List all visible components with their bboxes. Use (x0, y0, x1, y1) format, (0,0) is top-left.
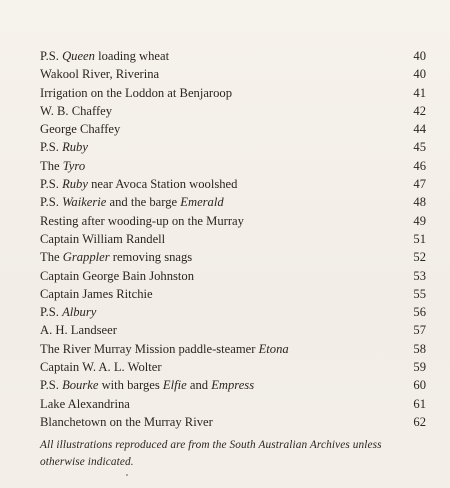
entry-title-italic-segment: Ruby (62, 177, 88, 192)
page-number: 53 (413, 268, 426, 283)
page-number: 47 (413, 177, 426, 192)
page-number: 52 (413, 250, 426, 265)
paper-speck (126, 474, 128, 476)
entry-title-segment: Lake Alexandrina (40, 396, 130, 411)
list-item (40, 102, 426, 120)
entry-title-segment: near Avoca Station woolshed (87, 177, 238, 192)
entry-title-segment: and the barge (106, 195, 181, 210)
entry-title-segment: P.S. (40, 378, 63, 393)
entry-title-italic-segment: Empress (211, 378, 255, 393)
entry-title-segment: P.S. (40, 195, 63, 210)
entry-title-segment: and (186, 378, 212, 393)
entry-title-segment: The (40, 250, 63, 265)
page-number: 49 (413, 213, 426, 228)
page-number: 56 (413, 305, 426, 320)
page-number: 61 (413, 396, 426, 411)
entry-title (40, 303, 96, 321)
entry-title (40, 65, 159, 83)
entry-title-segment: loading wheat (94, 49, 170, 63)
page-number: 41 (413, 85, 426, 100)
entry-title-segment: Resting after wooding-up on the Murray (40, 213, 244, 228)
entry-title-segment: Wakool River, Riverina (40, 67, 160, 82)
footnote: All illustrations reproduced are from the South Australian Archives unless otherwise indicated. (40, 439, 382, 468)
entry-title (40, 321, 117, 339)
list-item (40, 248, 426, 266)
page-number: 42 (413, 103, 426, 118)
entry-title-segment: George Chaffey (40, 122, 121, 137)
list-item (40, 358, 426, 376)
illustrations-list (40, 47, 426, 431)
entry-title (40, 358, 162, 376)
entry-title-italic-segment: Tyro (62, 158, 86, 173)
entry-title-segment: P.S. (40, 140, 63, 155)
entry-title-segment: Captain George Bain Johnston (40, 268, 195, 283)
entry-title (40, 175, 237, 193)
entry-title (40, 138, 88, 156)
entry-title (40, 248, 192, 266)
list-item (40, 84, 426, 102)
page-number: 48 (413, 195, 426, 210)
page-number: 44 (413, 122, 426, 137)
entry-title-segment: P.S. (40, 305, 63, 320)
list-item (40, 157, 426, 175)
page-number: 45 (413, 140, 426, 155)
entry-title-segment: P.S. (40, 49, 63, 63)
list-item (40, 321, 426, 339)
page-number: 46 (413, 158, 426, 173)
entry-title-italic-segment: Ruby (62, 140, 88, 155)
entry-title-italic-segment: Albury (62, 305, 97, 320)
entry-title-segment: The (40, 158, 63, 173)
entry-title-italic-segment: Grappler (62, 250, 110, 265)
page-number: 51 (413, 231, 426, 246)
entry-title-italic-segment: Etona (258, 341, 289, 356)
list-item (40, 138, 426, 156)
entry-title (40, 102, 112, 120)
page-number: 55 (413, 286, 426, 301)
list-item (40, 120, 426, 138)
entry-title-segment: A. H. Landseer (40, 323, 117, 338)
page-number: 40 (413, 67, 426, 82)
entry-title (40, 47, 169, 65)
entry-title-segment: removing snags (109, 250, 193, 265)
list-item (40, 175, 426, 193)
entry-title-segment: Captain W. A. L. Wolter (40, 360, 162, 375)
entry-title-segment: Captain William Randell (40, 231, 166, 246)
entry-title-segment: Captain James Ritchie (40, 286, 153, 301)
list-item (40, 230, 426, 248)
entry-title-segment: W. B. Chaffey (40, 103, 113, 118)
list-item (40, 395, 426, 413)
entry-title (40, 230, 165, 248)
entry-title (40, 340, 289, 358)
list-item (40, 340, 426, 358)
entry-title-italic-segment: Waikerie (62, 195, 107, 210)
list-item (40, 285, 426, 303)
entry-title (40, 413, 213, 431)
list-item (40, 376, 426, 394)
page-number: 62 (413, 414, 426, 429)
entry-title-segment: with barges (98, 378, 163, 393)
page-number: 57 (413, 323, 426, 338)
entry-title (40, 212, 244, 230)
entry-title (40, 285, 153, 303)
entry-title-segment: Blanchetown on the Murray River (40, 414, 213, 429)
entry-title-segment: The River Murray Mission paddle-steamer (40, 341, 259, 356)
entry-title (40, 267, 194, 285)
entry-title-italic-segment: Bourke (62, 378, 99, 393)
entry-title-segment: P.S. (40, 177, 63, 192)
list-item (40, 212, 426, 230)
entry-title (40, 84, 232, 102)
list-item (40, 65, 426, 83)
entry-title-segment: Irrigation on the Loddon at Benjaroop (40, 85, 233, 100)
entry-title-italic-segment: Emerald (180, 195, 224, 210)
list-item (40, 303, 426, 321)
entry-title (40, 376, 254, 394)
entry-title (40, 395, 130, 413)
page-number: 40 (413, 49, 426, 63)
entry-title-italic-segment: Elfie (162, 378, 187, 393)
entry-title-italic-segment: Queen (62, 49, 95, 63)
page-number: 60 (413, 378, 426, 393)
list-item (40, 413, 426, 431)
list-item (40, 47, 426, 65)
list-item (40, 193, 426, 211)
page-number: 58 (413, 341, 426, 356)
list-item (40, 267, 426, 285)
entry-title (40, 120, 120, 138)
page-number: 59 (413, 360, 426, 375)
entry-title (40, 193, 224, 211)
entry-title (40, 157, 85, 175)
